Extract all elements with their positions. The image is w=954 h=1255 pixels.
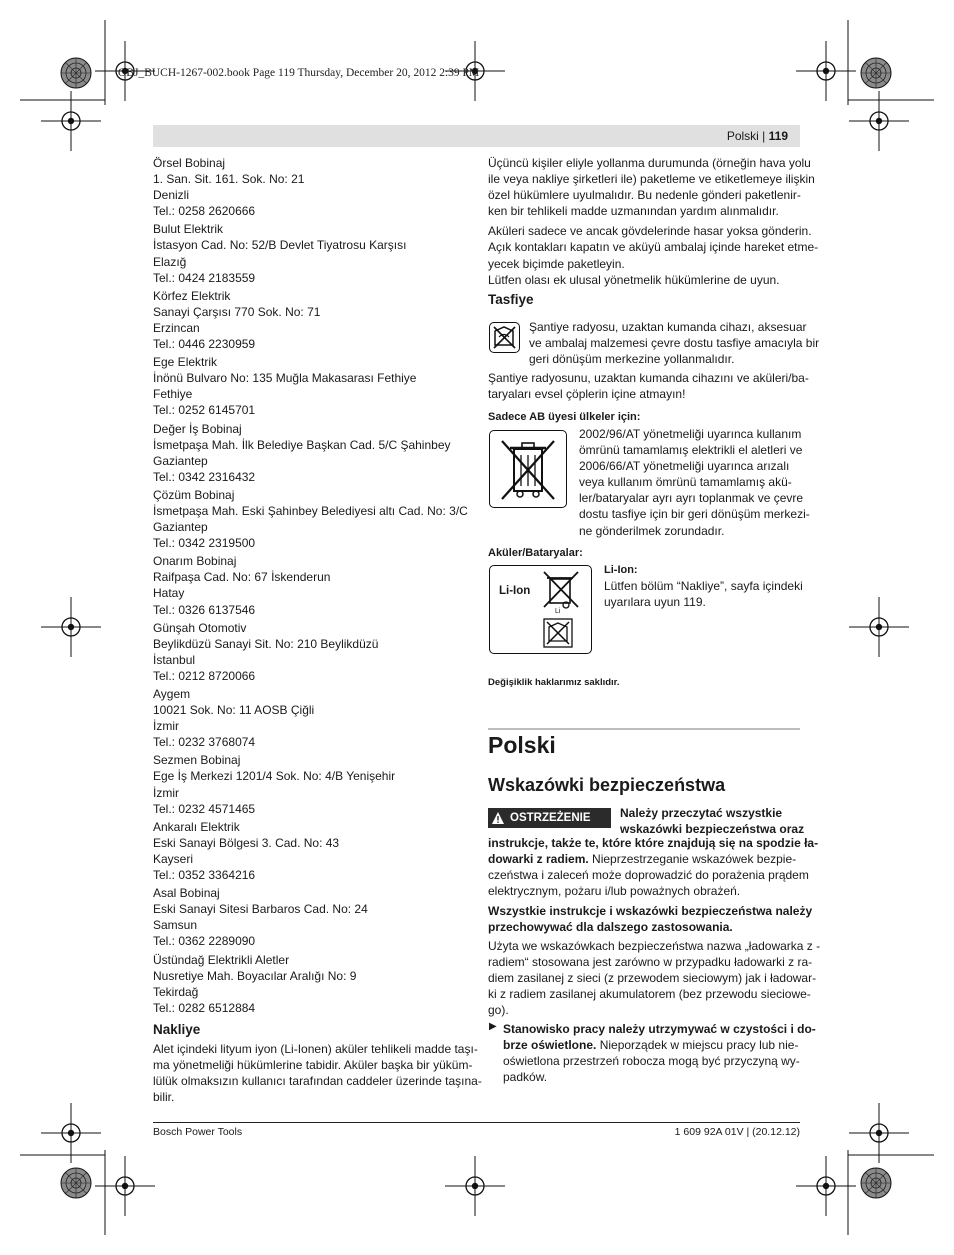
text-line: ömrünü tamamlamış elektrikli el aletleri ve — [579, 443, 803, 458]
address-city: Fethiye — [153, 387, 193, 402]
transport-paragraph — [488, 155, 815, 219]
address-name: Ankaralı Elektrik — [153, 819, 240, 834]
keep-instructions — [488, 903, 812, 935]
address-street: Raifpaşa Cad. No: 67 İskenderun — [153, 570, 331, 585]
page-header-bar — [153, 125, 800, 147]
address-tel: Tel.: 0342 2316432 — [153, 469, 256, 484]
address-city: Gaziantep — [153, 520, 208, 535]
print-info-line: OBJ_BUCH-1267-002.book Page 119 Thursday, December 20, 2012 2:39 PM — [118, 67, 480, 79]
nakliye-heading: Nakliye — [153, 1021, 201, 1037]
text-line: 2002/96/AT yönetmeliği uyarınca kullanım — [579, 427, 802, 441]
text-line: Stanowisko pracy należy utrzymywać w czystości i do- — [503, 1022, 816, 1036]
warning-badge — [488, 808, 611, 828]
address-tel: Tel.: 0232 4571465 — [153, 801, 256, 816]
eu-text — [579, 426, 810, 539]
address-tel: Tel.: 0342 2319500 — [153, 536, 256, 551]
address-tel: Tel.: 0258 2620666 — [153, 204, 256, 219]
nakliye-line: bilir. — [153, 1090, 175, 1105]
rights-note: Değişiklik haklarımız saklıdır. — [488, 677, 620, 688]
page-number: 119 — [768, 129, 788, 143]
text-line: yecek biçimde paketleyin. — [488, 256, 625, 271]
li-ion-text — [604, 578, 803, 610]
text-line: wskazówki bezpieczeństwa oraz — [620, 822, 805, 837]
address-name: Üstündağ Elektrikli Aletler — [153, 952, 290, 967]
address-city: Kayseri — [153, 851, 194, 866]
address-block — [153, 752, 465, 816]
address-name: Çözüm Bobinaj — [153, 487, 235, 502]
warning-lead — [620, 805, 804, 837]
li-ion-heading: Li-Ion: — [604, 564, 638, 576]
address-street: İsmetpaşa Mah. Eski Şahinbey Belediyesi altı Cad. No: 3/C — [153, 503, 468, 518]
address-block — [153, 885, 465, 949]
address-block — [153, 288, 465, 352]
address-city: Tekirdağ — [153, 984, 199, 999]
text-line: elektrycznym, pożaru i/lub poważnych obrażeń. — [488, 884, 741, 899]
text-line: ler/bataryalar ayrı ayrı toplanmak ve çevre — [579, 491, 804, 506]
address-city: Samsun — [153, 918, 198, 933]
address-tel: Tel.: 0424 2183559 — [153, 270, 256, 285]
text-line: oświetlona przestrzeń robocza mogą być przyczyną wy- — [503, 1054, 800, 1069]
address-tel: Tel.: 0326 6137546 — [153, 602, 256, 617]
tasfiye-paragraph — [488, 370, 809, 402]
address-tel: Tel.: 0252 6145701 — [153, 403, 256, 418]
text-line: veya kullanım ömrünü tamamlamış akü- — [579, 475, 792, 490]
address-tel: Tel.: 0282 6512884 — [153, 1000, 256, 1015]
address-city: Denizli — [153, 188, 190, 203]
text-line: Üçüncü kişiler eliyle yollanma durumunda (örneğin hava yolu — [488, 156, 811, 170]
text-line: padków. — [503, 1070, 548, 1085]
address-block — [153, 221, 465, 285]
text-line: geri dönüşüm merkezine yollanmalıdır. — [529, 352, 735, 367]
li-ion-battery-icon — [489, 565, 592, 654]
text-line: go). — [488, 1003, 509, 1018]
address-tel: Tel.: 0352 3364216 — [153, 868, 256, 883]
address-block — [153, 487, 468, 551]
text-line: ve ambalaj malzemesi çevre dostu tasfiye amacıyla bir — [529, 336, 820, 351]
crossed-bin-icon — [489, 430, 567, 508]
address-street: Eski Sanayi Sitesi Barbaros Cad. No: 24 — [153, 902, 368, 917]
address-name: Günşah Otomotiv — [153, 620, 247, 635]
footer-rule — [153, 1122, 800, 1123]
address-name: Ege Elektrik — [153, 355, 218, 370]
left-column — [153, 155, 482, 1105]
address-street: Beylikdüzü Sanayi Sit. No: 210 Beylikdüzü — [153, 636, 379, 651]
text-line: dostu tasfiye için bir geri dönüşüm merkezi- — [579, 507, 810, 522]
text-line: Wszystkie instrukcje i wskazówki bezpieczeństwa należy — [488, 904, 813, 918]
nakliye-line: Alet içindeki lityum iyon (Li-Ionen) aküler tehlikeli madde taşı- — [153, 1041, 478, 1056]
bullet-item — [503, 1021, 816, 1085]
text-line: Należy przeczytać wszystkie — [620, 806, 783, 820]
warning-triangle-icon — [491, 811, 505, 825]
address-street: 1. San. Sit. 161. Sok. No: 21 — [153, 172, 305, 187]
text-normal: Nieporządek w miejscu pracy lub nie- — [596, 1038, 799, 1053]
address-name: Sezmen Bobinaj — [153, 753, 241, 768]
address-block — [153, 819, 465, 883]
address-city: Elazığ — [153, 254, 187, 269]
address-city: İzmir — [153, 785, 179, 800]
address-block — [153, 155, 465, 219]
address-street: 10021 Sok. No: 11 AOSB Çiğli — [153, 703, 315, 718]
page-header: Polski | 119 — [726, 129, 788, 143]
text-normal: Nieprzestrzeganie wskazówek bezpie- — [588, 852, 797, 867]
address-list — [153, 155, 468, 1016]
address-name: Körfez Elektrik — [153, 288, 231, 303]
address-name: Onarım Bobinaj — [153, 554, 237, 569]
address-name: Aygem — [153, 687, 191, 701]
address-city: Erzincan — [153, 320, 200, 335]
warning-body — [488, 835, 818, 899]
address-tel: Tel.: 0232 3768074 — [153, 735, 256, 750]
text-line: czeństwa i zaleceń może doprowadzić do porażenia prądem — [488, 868, 809, 883]
address-street: Nusretiye Mah. Boyacılar Aralığı No: 9 — [153, 968, 357, 983]
right-column — [488, 155, 819, 292]
address-tel: Tel.: 0362 2289090 — [153, 934, 256, 949]
text-line: 2006/66/AT yönetmeliği uyarınca arızalı — [579, 459, 790, 474]
address-name: Örsel Bobinaj — [153, 156, 226, 170]
address-block — [153, 686, 465, 750]
address-block — [153, 354, 465, 418]
text-line: özel hükümlere uyulmalıdır. Bu nedenle gönderi paketlenir- — [488, 188, 801, 203]
text-line: uyarılara uyun 119. — [604, 595, 706, 610]
safety-subtitle: Wskazówki bezpieczeństwa — [488, 775, 726, 795]
text-line: ne gönderilmek zorundadır. — [579, 523, 725, 538]
text-line: ken bir tehlikeli madde uzmanından yardım alınmalıdır. — [488, 204, 779, 219]
text-line: Użyta we wskazówkach bezpieczeństwa nazwa „ładowarka z - — [488, 939, 821, 953]
footer-doc-id: 1 609 92A 01V | (20.12.12) — [674, 1126, 800, 1138]
address-block — [153, 421, 465, 485]
address-city: Hatay — [153, 586, 185, 601]
address-street: İnönü Bulvaro No: 135 Muğla Makasarası Fethiye — [153, 371, 417, 386]
text-line: diem zasilanej z sieci (z przewodem sieciowym) jak i ładowar- — [488, 971, 817, 986]
usage-paragraph — [488, 938, 820, 1018]
tasfiye-icon-text — [529, 319, 819, 367]
address-name: Bulut Elektrik — [153, 222, 224, 237]
text-line: Lütfen bölüm “Nakliye”, sayfa içindeki — [604, 579, 803, 593]
address-block — [153, 952, 465, 1016]
address-city: İzmir — [153, 719, 179, 734]
address-street: Ege İş Merkezi 1201/4 Sok. No: 4/B Yenişehir — [153, 769, 396, 784]
footer-brand: Bosch Power Tools — [153, 1126, 243, 1138]
polski-title: Polski — [488, 732, 556, 758]
tasfiye-heading: Tasfiye — [488, 292, 534, 307]
text-line: Şantiye radyosunu, uzaktan kumanda cihazını ve aküleri/ba- — [488, 371, 809, 385]
address-tel: Tel.: 0446 2230959 — [153, 337, 256, 352]
text-line: instrukcje, także te, które które znajdują się na spodzie ła- — [488, 836, 819, 850]
text-line: Şantiye radyosu, uzaktan kumanda cihazı, aksesuar — [529, 320, 807, 334]
packaging-paragraph — [488, 223, 819, 287]
address-city: İstanbul — [153, 652, 196, 667]
address-tel: Tel.: 0212 8720066 — [153, 668, 256, 683]
batteries-heading: Aküler/Bataryalar: — [488, 547, 583, 559]
text-line: Lütfen olası ek ulusal yönetmelik hükümlerine de uyun. — [488, 272, 780, 287]
address-street: Sanayi Çarşısı 770 Sok. No: 71 — [153, 304, 321, 319]
text-line: ki z radiem zasilanej akumulatorem (bez przewodu sieciowe- — [488, 987, 811, 1002]
eu-heading: Sadece AB üyesi ülkeler için: — [488, 411, 641, 423]
nakliye-text — [153, 1041, 482, 1105]
address-street: Eski Sanayi Bölgesi 3. Cad. No: 43 — [153, 835, 340, 850]
address-name: Değer İş Bobinaj — [153, 421, 242, 436]
address-street: İsmetpaşa Mah. İlk Belediye Başkan Cad. 5/C Şahinbey — [153, 437, 451, 452]
text-line: taryaları evsel çöplerin içine atmayın! — [488, 387, 686, 402]
text-line: Aküleri sadece ve ancak gövdelerinde hasar yoksa gönderin. — [488, 224, 812, 239]
address-name: Asal Bobinaj — [153, 886, 220, 901]
bullet-arrow-icon: ▶ — [489, 1021, 497, 1032]
text-bold: brze oświetlone. — [503, 1038, 597, 1053]
nakliye-line: ma yönetmeliği hükümlerine tabidir. Aküler başka bir yüküm- — [153, 1058, 473, 1073]
recycle-icon — [489, 322, 520, 353]
address-block — [153, 620, 465, 684]
text-line: przechowywać dla dalszego zastosowania. — [488, 920, 733, 935]
address-street: İstasyon Cad. No: 52/B Devlet Tiyatrosu Karşısı — [153, 238, 407, 253]
li-small-label: Li — [555, 608, 561, 615]
header-section: Polski — [726, 129, 759, 143]
text-line: ile veya nakliye şirketleri ile) paketleme ve etiketlemeye ilişkin — [488, 172, 815, 187]
address-block — [153, 553, 465, 617]
warning-label: OSTRZEŻENIE — [510, 812, 591, 824]
address-city: Gaziantep — [153, 453, 208, 468]
text-line: Açık kontakları kapatın ve aküyü ambalaj içinde hareket etme- — [488, 240, 819, 255]
li-ion-label: Li-Ion — [499, 585, 531, 597]
nakliye-line: lülük olmaksızın kullanıcı tarafından caddeler üzerinde taşına- — [153, 1074, 482, 1089]
section-divider — [488, 728, 800, 730]
text-line: radiem“ stosowana jest zarówno w przypadku ładowarki z ra- — [488, 955, 813, 970]
text-bold: dowarki z radiem. — [488, 852, 589, 867]
